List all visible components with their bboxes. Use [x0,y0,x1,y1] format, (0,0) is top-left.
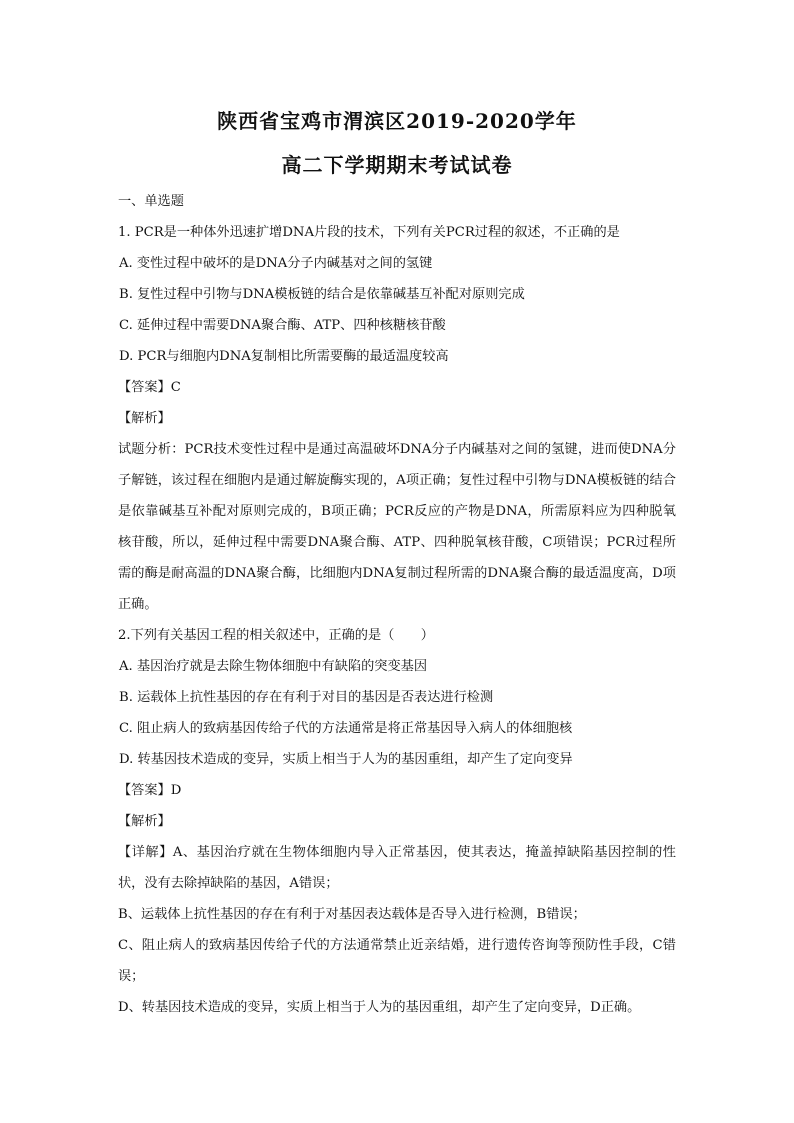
question-1-option-a: A. 变性过程中破坏的是DNA分子内碱基对之间的氢键 [119,256,433,271]
question-2-option-d: D. 转基因技术造成的变异，实质上相当于人为的基因重组，却产生了定向变异 [119,752,573,767]
question-2-analysis-label: 【解析】 [118,814,171,829]
question-2-option-b: B. 运载体上抗性基因的存在有利于对目的基因是否表达进行检测 [119,690,494,705]
question-2-answer: 【答案】D [118,783,182,798]
question-1-stem: 1. PCR是一种体外迅速扩增DNA片段的技术，下列有关PCR过程的叙述，不正确的是 [118,225,620,240]
question-2-detail-c: C、阻止病人的致病基因传给子代的方法通常禁止近亲结婚，进行遗传咨询等预防性手段，C错误； [118,938,676,984]
question-2-stem: 2.下列有关基因工程的相关叙述中，正确的是（ ） [118,628,434,643]
question-2-option-a: A. 基因治疗就是去除生物体细胞中有缺陷的突变基因 [119,659,428,674]
question-1-option-d: D. PCR与细胞内DNA复制相比所需要酶的最适温度较高 [119,349,449,364]
question-1-option-c: C. 延伸过程中需要DNA聚合酶、ATP、四种核糖核苷酸 [119,318,446,333]
question-2-detail-b: B、运载体上抗性基因的存在有利于对基因表达载体是否导入进行检测，B错误； [118,907,586,922]
question-2-option-c: C. 阻止病人的致病基因传给子代的方法通常是将正常基因导入病人的体细胞核 [119,721,573,736]
question-1-option-b: B. 复性过程中引物与DNA模板链的结合是依靠碱基互补配对原则完成 [119,287,525,302]
document-title-line1: 陕西省宝鸡市渭滨区2019-2020学年 [217,109,577,133]
question-2-detail-d: D、转基因技术造成的变异，实质上相当于人为的基因重组，却产生了定向变异，D正确。 [118,1000,641,1015]
question-1-analysis-label: 【解析】 [118,411,171,426]
question-2-detail-a: 【详解】A、基因治疗就在生物体细胞内导入正常基因，使其表达，掩盖掉缺陷基因控制的性状，没有去除掉缺陷的基因，A错误； [118,845,676,891]
document-body [118,186,676,1023]
section-heading: 一、单选题 [118,194,184,209]
question-1-answer: 【答案】C [118,380,181,395]
document-title-line2: 高二下学期期末考试试卷 [281,153,513,177]
question-1-analysis: 试题分析：PCR技术变性过程中是通过高温破坏DNA分子内碱基对之间的氢键，进而使DNA分子解链，该过程在细胞内是通过解旋酶实现的，A项正确；复性过程中引物与DNA模板链的结合是依靠碱基互补配对原则完成的，B项正确；PCR反应的产物是DNA，所需原料应为四种脱氧核苷酸，所以，延伸过程中需要DNA聚合酶、ATP、四种脱氧核苷酸，C项错误；PCR过程所需的酶是耐高温的DNA聚合酶，比细胞内DNA复制过程所需的DNA聚合酶的最适温度高，D项正确。 [118,442,676,612]
